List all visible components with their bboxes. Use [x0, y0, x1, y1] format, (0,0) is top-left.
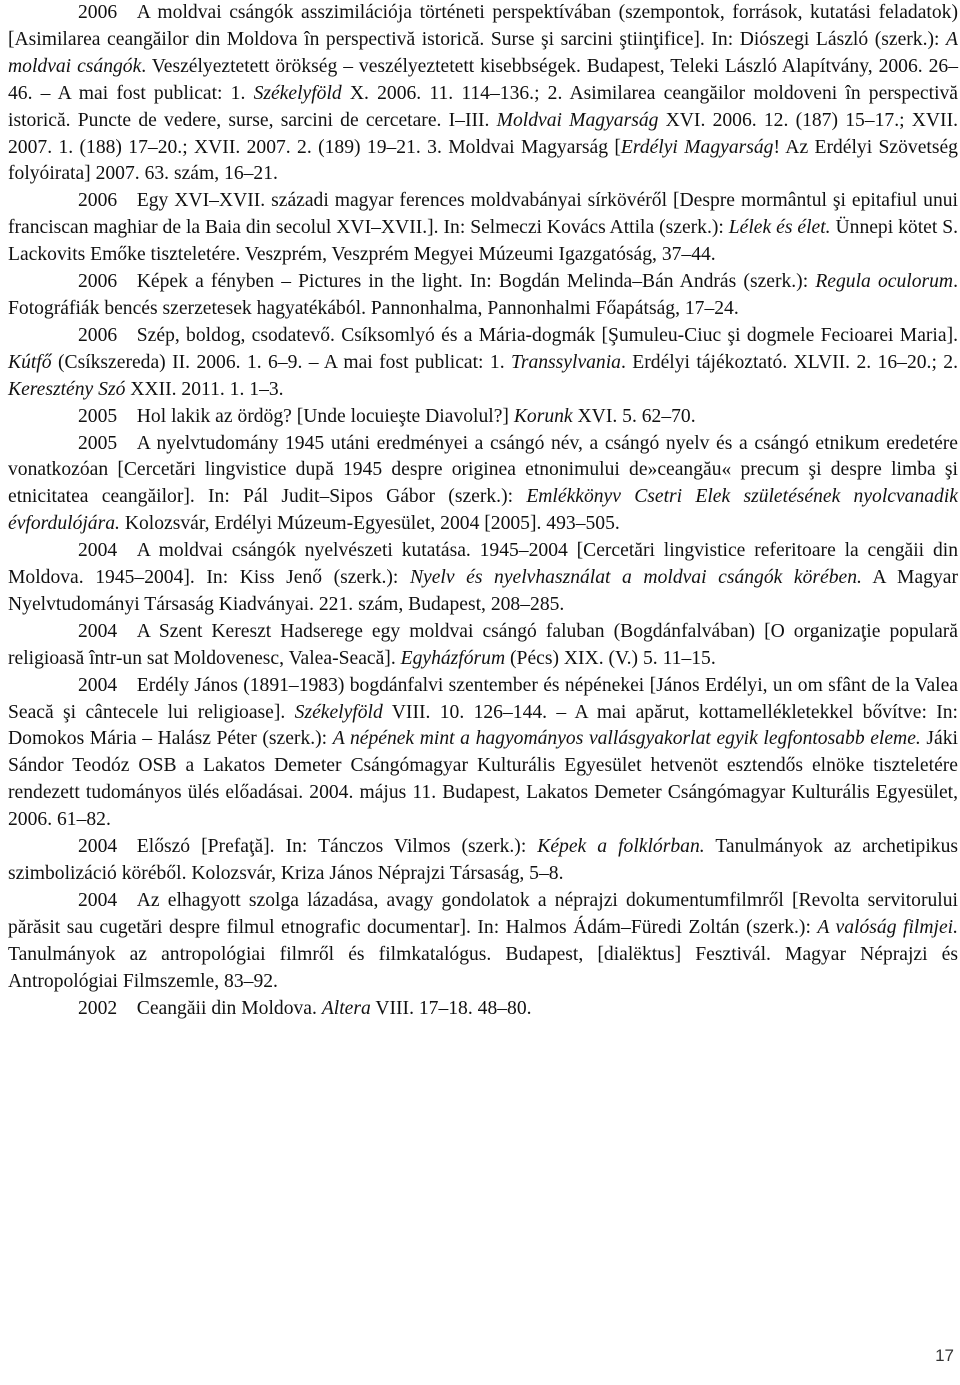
bibliography-entry [8, 404, 958, 431]
entry-text: Egy XVI–XVII. századi magyar ferences moldvabányai sírkövéről [Despre mormântul şi epitafiul unui franciscan maghiar de la Baia din secolul XVI–XVII.]. In: Selmeczi Kovács Attila (szerk.): [8, 190, 958, 239]
entry-year: 2006 [78, 2, 118, 23]
bibliography-entry [8, 538, 958, 619]
entry-text: Szép, boldog, csodatevő. Csíksomlyó és a Mária-dogmák [Şumuleu-Ciuc şi dogmele Fecioarei Maria]. [136, 324, 958, 346]
entry-text: A moldvai csángók asszimilációja történeti perspektívában (szempontok, források, kutatási feladatok) [Asimilarea ceangăilor din Moldova în perspectivă istorică. Surse şi sarcini ştiinţifice]. In: Diószegi László (szerk.): [8, 2, 958, 50]
entry-text: VIII. 10. 126–144. – A mai apărut, kottamellékletekkel bővítve: In: Domokos Mária – Halász Péter (szerk.): [8, 701, 959, 750]
entry-text: A nyelvtudomány 1945 utáni eredményei a csángó név, a csángó nyelv és a csángó etnikum eredetére vonatkozóan [Cercetări lingvistice după 1945 despre originea etnonimului de»ceangău« precum şi despre limba şi etnicitatea ceangăilor]. In: Pál Judit–Sipos Gábor (szerk.): [8, 432, 958, 508]
entry-italic-title: Nyelv és nyelvhasználat a moldvai csángók körében. [409, 567, 862, 589]
entry-text: Előszó [Prefaţă]. In: Tánczos Vilmos (szerk.): [136, 836, 538, 858]
bibliography-entry [8, 431, 958, 539]
entry-year: 2004 [78, 540, 118, 562]
entry-text: ! Az Erdélyi Szövetség folyóirata] 2007. 63. szám, 16–21. [8, 136, 958, 185]
entry-text: (Pécs) XIX. (V.) 5. 11–15. [505, 647, 716, 669]
bibliography-entry [8, 888, 958, 996]
entry-italic-title: Altera [321, 997, 371, 1019]
entry-year: 2005 [78, 432, 118, 454]
entry-italic-title: Lélek és élet. [728, 217, 831, 239]
entry-text: XVI. 2006. 12. (187) 15–17.; XVII. 2007. 1. (188) 17–20.; XVII. 2007. 2. (189) 19–21. 3. Moldvai Magyarság [ [8, 109, 958, 158]
entry-italic-title: A népének mint a hagyományos vallásgyakorlat egyik legfontosabb eleme. [332, 728, 921, 750]
entry-text: Tanulmányok az archetipikus szimbolizáció köréből. Kolozsvár, Kriza János Néprajzi Társaság, 5–8. [8, 836, 958, 884]
bibliography-entry [8, 996, 958, 1023]
bibliography-entry [8, 188, 958, 269]
entry-text: XVI. 5. 62–70. [572, 405, 696, 427]
entry-italic-title: Moldvai Magyarság [496, 109, 659, 131]
entry-text: A Magyar Nyelvtudományi Társaság Kiadványai. 221. szám, Budapest, 208–285. [8, 567, 958, 615]
entry-text: . Erdélyi tájékoztató. XLVII. 2. 16–20.; 2. [620, 351, 958, 373]
entry-text: Az elhagyott szolga lázadása, avagy gondolatok a néprajzi dokumentumfilmről [Revolta servitorului părăsit sau cugetări despre filmul etnografic documentar]. In: Halmos Ádám–Füredi Zoltán (szerk.): [8, 889, 958, 938]
entry-italic-title: Székelyföld [253, 82, 342, 104]
entry-italic-title: A valóság filmjei. [817, 916, 958, 938]
entry-text: Hol lakik az ördög? [Unde locuieşte Diavolul?] [136, 405, 514, 427]
entry-year: 2004 [78, 674, 118, 696]
entry-italic-title: Transsylvania [511, 351, 621, 373]
entry-text: VIII. 17–18. 48–80. [370, 997, 532, 1019]
entry-text: Jáki Sándor Teodóz OSB a Lakatos Demeter Csángómagyar Kulturális Egyesület hetvenöt esztendős elnöke tiszteletére rendezett tudományos ülés előadásai. 2004. május 11. Budapest, Lakatos Demeter Csángómagyar Kulturális Egyesület, 2006. 61–82. [8, 728, 958, 831]
entry-italic-title: Keresztény Szó [8, 378, 126, 400]
bibliography-entry [8, 619, 958, 673]
entry-italic-title: Erdélyi Magyarság [620, 136, 774, 158]
entry-italic-title: Székelyföld [294, 701, 383, 723]
page-number: 17 [935, 1346, 954, 1365]
entry-text: . Fotográfiák bencés szerzetesek hagyatékából. Pannonhalma, Pannonhalmi Főapátság, 17–24. [8, 271, 958, 319]
bibliography-entry [8, 323, 958, 404]
entry-year: 2006 [78, 190, 118, 212]
entry-year: 2004 [78, 889, 118, 911]
entry-text: Kolozsvár, Erdélyi Múzeum-Egyesület, 2004 [2005]. 493–505. [119, 513, 620, 535]
entry-text: Erdély János (1891–1983) bogdánfalvi szentember és népénekei [János Erdélyi, un om sfânt de la Valea Seacă şi cântecele lui religioase]. [8, 674, 958, 723]
bibliography-entry [8, 269, 958, 323]
bibliography-entry [8, 834, 958, 888]
entry-year: 2006 [78, 271, 118, 293]
entry-text: X. 2006. 11. 114–136.; 2. Asimilarea ceangăilor moldoveni în perspectivă istorică. Puncte de vedere, surse, sarcini de cercetare. I–III. [8, 82, 959, 131]
entry-italic-title: Kútfő [8, 351, 52, 373]
entry-text: (Csíkszereda) II. 2006. 1. 6–9. – A mai fost publicat: 1. [51, 351, 512, 373]
entry-year: 2005 [78, 405, 118, 427]
entry-italic-title: Korunk [513, 405, 573, 427]
bibliography-entry [8, 673, 958, 834]
entry-italic-title: Regula oculorum [815, 271, 954, 293]
entry-text: Ünnepi kötet S. Lackovits Emőke tiszteletére. Veszprém, Veszprém Megyei Múzeumi Igazgatóság, 37–44. [8, 217, 959, 266]
entry-year: 2004 [78, 836, 118, 858]
entry-text: A Szent Kereszt Hadserege egy moldvai csángó faluban (Bogdánfalvában) [O organizaţie populară religioasă într-un sat Moldovenesc, Valea-Seacă]. [8, 620, 958, 669]
entry-text: . Veszélyeztetett örökség – veszélyeztetett kisebbségek. Budapest, Teleki László Alapítvány, 2006. 26–46. – A mai fost publicat: 1. [8, 55, 958, 104]
entry-text: Ceangăii din Moldova. [136, 997, 322, 1019]
entry-year: 2002 [78, 997, 118, 1019]
bibliography-list [8, 0, 958, 1022]
entry-italic-title: Egyházfórum [400, 647, 506, 669]
entry-year: 2004 [78, 620, 118, 642]
entry-italic-title: A moldvai csángók [8, 28, 958, 77]
entry-text: Tanulmányok az antropológiai filmről és filmkatalógus. Budapest, [dialëktus] Fesztivál. Magyar Néprajzi és Antropológiai Filmszemle, 83–92. [8, 943, 958, 992]
entry-text: A moldvai csángók nyelvészeti kutatása. 1945–2004 [Cercetări lingvistice referitoare la cengăii din Moldova. 1945–2004]. In: Kiss Jenő (szerk.): [8, 540, 958, 589]
entry-text: XXII. 2011. 1. 1–3. [125, 378, 284, 400]
entry-italic-title: Emlékkönyv Csetri Elek születésének nyolcvanadik évfordulójára. [8, 486, 958, 535]
entry-italic-title: Képek a folklórban. [537, 836, 705, 858]
entry-year: 2006 [78, 324, 118, 346]
bibliography-entry [8, 0, 958, 188]
entry-text: Képek a fényben – Pictures in the light. In: Bogdán Melinda–Bán András (szerk.): [136, 271, 816, 293]
